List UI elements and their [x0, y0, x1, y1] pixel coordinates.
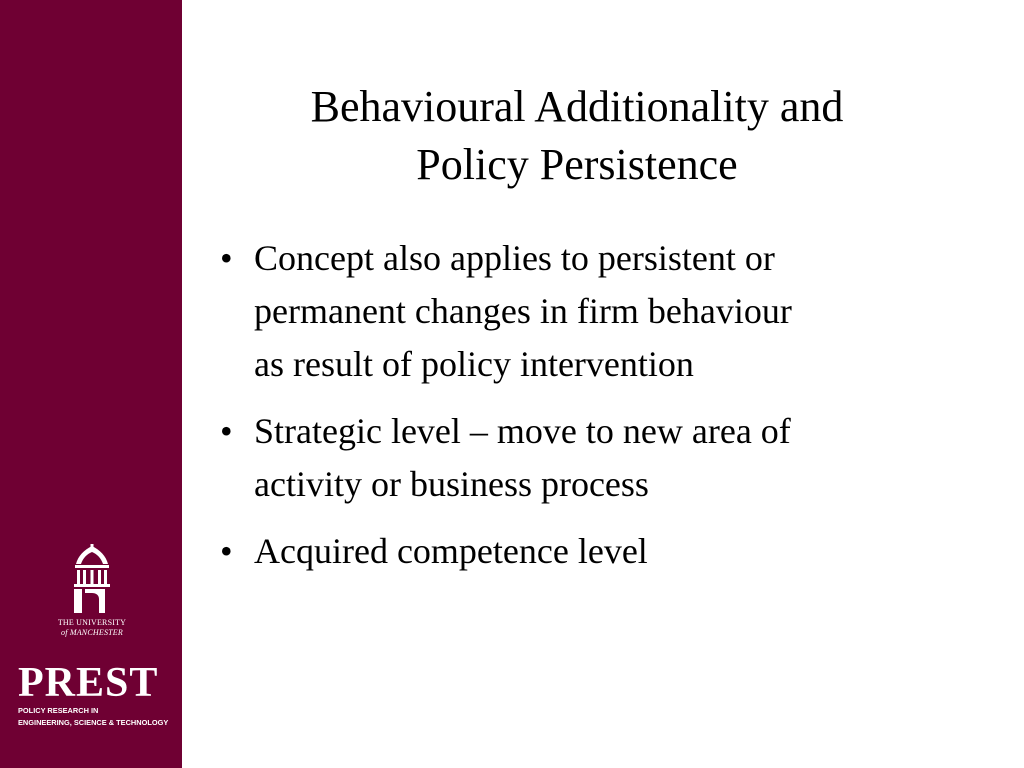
- prest-wordmark: PREST: [18, 660, 159, 706]
- bullet-dot-icon: •: [220, 238, 233, 278]
- university-crest-icon: [69, 544, 115, 614]
- bullet-line: permanent changes in firm behaviour: [254, 291, 792, 331]
- prest-logo: [18, 660, 169, 728]
- sidebar: [0, 0, 182, 768]
- slide-title: [220, 78, 934, 194]
- bullet-line: activity or business process: [254, 464, 649, 504]
- bullet-list: [212, 232, 952, 592]
- bullet-line: Strategic level – move to new area of: [254, 411, 791, 451]
- bullet-item: [212, 232, 952, 391]
- prest-tagline-line2: ENGINEERING, SCIENCE & TECHNOLOGY: [18, 718, 169, 727]
- bullet-item: [212, 405, 952, 511]
- bullet-line: as result of policy intervention: [254, 344, 694, 384]
- university-name-line1: THE UNIVERSITY: [57, 618, 127, 627]
- university-name: [52, 618, 132, 638]
- university-logo: [52, 544, 132, 638]
- prest-tagline-line1: POLICY RESEARCH IN: [18, 706, 99, 715]
- bullet-line: Concept also applies to persistent or: [254, 238, 775, 278]
- slide-title-line2: Policy Persistence: [416, 140, 738, 189]
- bullet-dot-icon: •: [220, 411, 233, 451]
- slide-title-line1: Behavioural Additionality and: [310, 82, 844, 131]
- bullet-dot-icon: •: [220, 531, 233, 571]
- bullet-line: Acquired competence level: [254, 531, 648, 571]
- bullet-item: [212, 525, 952, 578]
- university-name-line2: of MANCHESTER: [61, 628, 123, 637]
